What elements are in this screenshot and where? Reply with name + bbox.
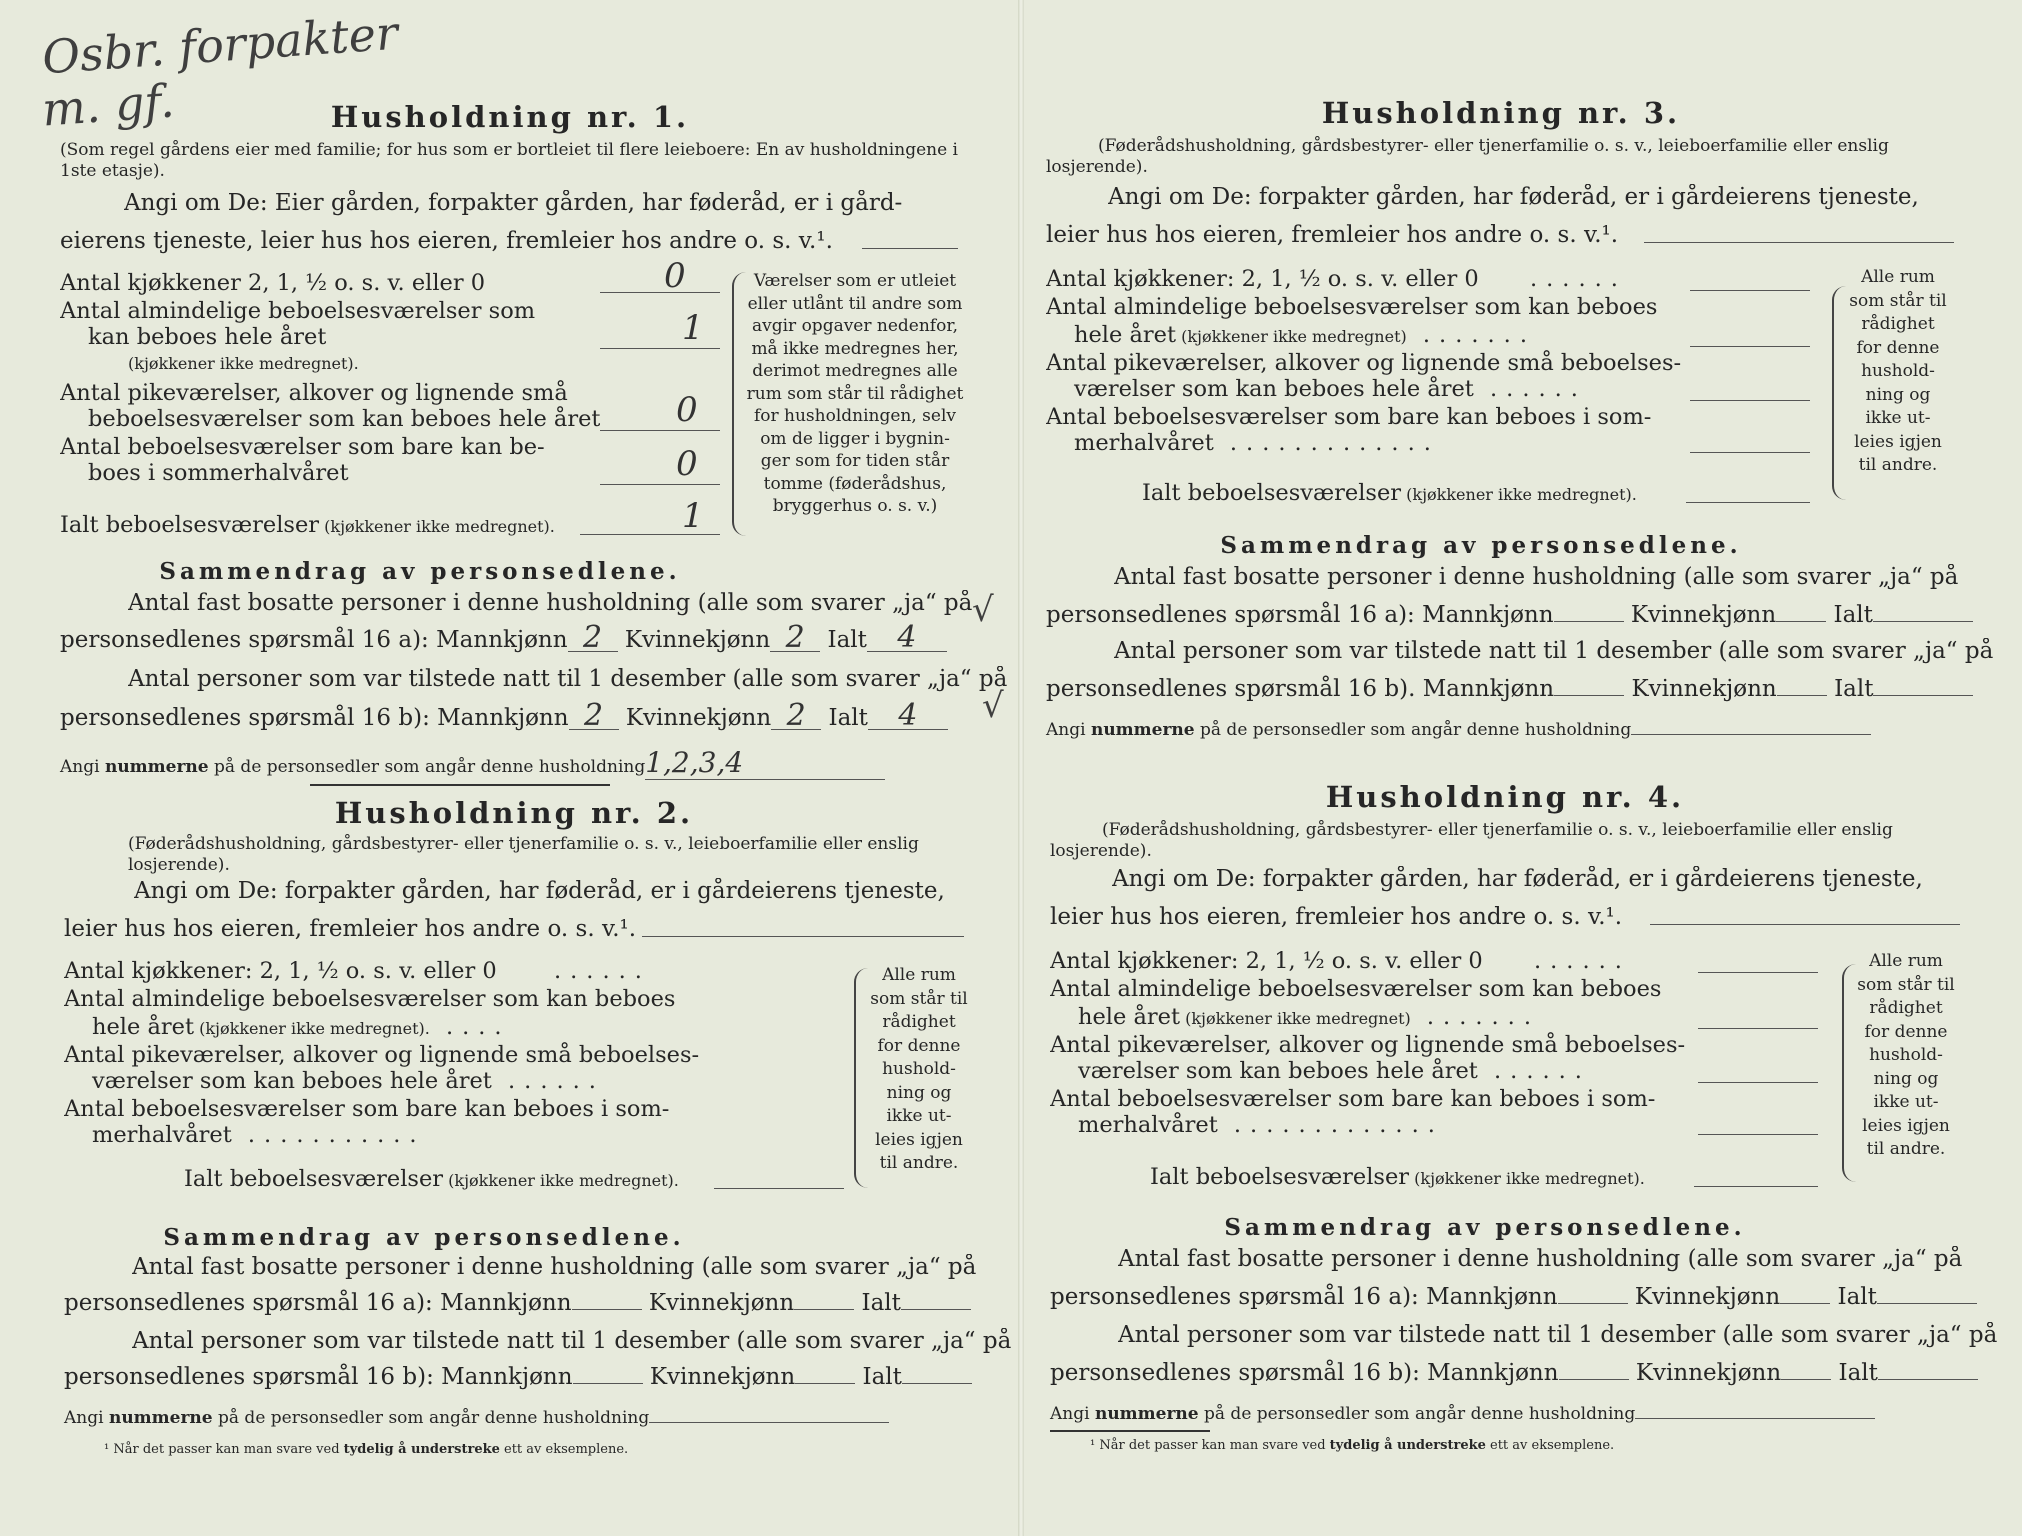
- household-2-kitchens-label: Antal kjøkkener: 2, 1, ½ o. s. v. eller 0: [64, 958, 497, 984]
- household-3-present-male-field[interactable]: [1554, 695, 1624, 696]
- household-3-kitchens-dots: ......: [1530, 266, 1627, 292]
- household-1-summer-rooms-answer: 0: [676, 444, 698, 484]
- household-4-resident-label: personsedlenes spørsmål 16 a): Mannkjønn: [1050, 1284, 1558, 1310]
- household-2-resident-row: [64, 1290, 971, 1317]
- household-3-resident-male-field[interactable]: [1554, 621, 1624, 622]
- household-2-kitchens-dots: ......: [554, 958, 651, 984]
- household-3-resident-question: Antal fast bosatte personer i denne husholdning (alle som svarer „ja“ på: [1114, 564, 1959, 590]
- household-4-note-line: ning og: [1873, 1068, 1939, 1089]
- household-3-kitchens-label: Antal kjøkkener: 2, 1, ½ o. s. v. eller 0: [1046, 266, 1479, 292]
- household-1-note-line: rum som står til rådighet: [746, 383, 964, 404]
- checkmark-2-icon: √: [982, 686, 1004, 726]
- footnote-left: [104, 1442, 628, 1457]
- household-1-total-rooms-answer: 1: [682, 496, 704, 536]
- household-1-maid-rooms-label-1: Antal pikeværelser, alkover og lignende små: [60, 380, 568, 406]
- household-3-note-line: ning og: [1865, 384, 1931, 405]
- household-2-rooms-note: [864, 964, 974, 1176]
- household-3-total-rooms-label: Ialt beboelsesværelser: [1142, 480, 1402, 506]
- household-1-rooms-label-1: Antal almindelige beboelsesværelser som: [60, 298, 536, 324]
- household-3-maid-rooms-row-2: værelser som kan beboes hele året ......: [1074, 376, 1587, 402]
- footnote-right: [1090, 1438, 1614, 1453]
- household-4-maid-rooms-label-2: værelser som kan beboes hele året: [1078, 1058, 1478, 1084]
- household-1-note-line: avgir opgaver nedenfor,: [751, 316, 958, 336]
- household-1-resident-question: Antal fast bosatte personer i denne husholdning (alle som svarer „ja“ på: [128, 590, 973, 616]
- household-1-note-line: derimot medregnes alle: [752, 361, 958, 381]
- handwritten-note-occupation: Osbr. forpakter: [40, 5, 400, 85]
- household-2-total-rooms-label: Ialt beboelsesværelser: [184, 1166, 444, 1192]
- household-4-resident-row: [1050, 1284, 1977, 1311]
- household-2-numbers-label-a: Angi: [64, 1408, 104, 1428]
- household-4-present-row: [1050, 1360, 1978, 1387]
- footnote-right-b: tydelig å understreke: [1329, 1438, 1486, 1453]
- household-3-rooms-label-1: Antal almindelige beboelsesværelser som kan beboes: [1046, 294, 1658, 320]
- household-1-present-female: 2: [771, 702, 821, 730]
- household-3-summary-title: Sammendrag av personsedlene.: [1220, 532, 1742, 559]
- household-2-numbers-field[interactable]: [649, 1422, 889, 1423]
- household-4-present-male-field[interactable]: [1559, 1379, 1629, 1380]
- household-4-kitchens-label: Antal kjøkkener: 2, 1, ½ o. s. v. eller 0: [1050, 948, 1483, 974]
- household-3-numbers-label-c: på de personsedler som angår denne husholdning: [1200, 720, 1632, 740]
- household-2-total-rooms-row: [184, 1166, 679, 1193]
- household-3-total-rooms-note: (kjøkkener ikke medregnet).: [1406, 485, 1637, 504]
- household-4-present-question: Antal personer som var tilstede natt til 1 desember (alle som svarer „ja“ på: [1118, 1322, 1998, 1348]
- household-2-rooms-label-3: (kjøkkener ikke medregnet).: [199, 1019, 430, 1038]
- household-2-rooms-row-2: hele året (kjøkkener ikke medregnet). ....: [92, 1014, 511, 1040]
- household-2-resident-total-label: Ialt: [861, 1290, 901, 1316]
- household-1-maid-rooms-line: [600, 430, 720, 431]
- household-4-present-total-field[interactable]: [1878, 1379, 1978, 1380]
- household-4-summer-rooms-label-1: Antal beboelsesværelser som bare kan beboes i som-: [1050, 1086, 1656, 1112]
- household-2-note-line: til andre.: [879, 1153, 959, 1173]
- household-2-status-answer-line: [642, 936, 964, 937]
- household-2-resident-total-field[interactable]: [901, 1309, 971, 1310]
- household-4-note-line: Alle rum: [1869, 951, 1943, 971]
- household-3-summer-rooms-row-2: merhalvåret .............: [1074, 430, 1440, 456]
- household-1-total-rooms-note: (kjøkkener ikke medregnet).: [324, 517, 555, 536]
- household-2-numbers-label-c: på de personsedler som angår denne husholdning: [218, 1408, 650, 1428]
- household-1-intro: (Som regel gårdens eier med familie; for hus som er bortleiet til flere leieboere: En av husholdningene i 1ste etasje).: [60, 140, 958, 181]
- checkmark-1-icon: √: [972, 590, 994, 630]
- household-2-note-line: ikke ut-: [886, 1106, 952, 1126]
- household-2-present-row: [64, 1364, 972, 1391]
- household-3-note-line: til andre.: [1858, 455, 1938, 475]
- household-1-resident-female-label: Kvinnekjønn: [624, 627, 771, 653]
- household-3-maid-rooms-label-2: værelser som kan beboes hele året: [1074, 376, 1474, 402]
- household-1-total-rooms-row: [60, 512, 555, 539]
- footnote-right-c: ett av eksemplene.: [1490, 1438, 1615, 1453]
- household-2-present-total-field[interactable]: [902, 1383, 972, 1384]
- household-3-total-rooms-row: [1142, 480, 1637, 507]
- household-1-present-total: 4: [868, 702, 948, 730]
- household-3-maid-rooms-line: [1690, 400, 1810, 401]
- household-3-question-line1: Angi om De: forpakter gården, har føderåd, er i gårdeierens tjeneste,: [1108, 184, 1919, 210]
- household-4-summer-rooms-row-2: merhalvåret .............: [1078, 1112, 1444, 1138]
- household-3-note-line: for denne: [1856, 337, 1940, 358]
- household-1-summer-rooms-label-1: Antal beboelsesværelser som bare kan be-: [60, 434, 545, 460]
- household-1-note-line: eller utlånt til andre som: [747, 293, 963, 314]
- household-4-rooms-note: [1850, 950, 1962, 1162]
- household-4-resident-male-field[interactable]: [1558, 1303, 1628, 1304]
- household-3-resident-label: personsedlenes spørsmål 16 a): Mannkjønn: [1046, 602, 1554, 628]
- household-1-note-line: tomme (føderådshus,: [763, 473, 947, 494]
- household-3-resident-total-label: Ialt: [1833, 602, 1873, 628]
- household-2-note-line: hushold-: [882, 1059, 956, 1079]
- household-1-resident-total-label: Ialt: [827, 627, 867, 653]
- household-4-note-line: som står til: [1857, 974, 1955, 995]
- household-4-summary-title: Sammendrag av personsedlene.: [1224, 1214, 1746, 1241]
- footnote-left-b: tydelig å understreke: [343, 1442, 500, 1457]
- household-2-note-line: rådighet: [882, 1012, 956, 1032]
- household-4-intro: (Føderådshusholdning, gårdsbestyrer- eller tjenerfamilie o. s. v., leieboerfamilie eller enslig losjerende).: [1050, 820, 1893, 861]
- household-3-title: Husholdning nr. 3.: [1321, 96, 1681, 130]
- household-4-numbers-row: [1050, 1404, 1875, 1424]
- household-1-note-line: bryggerhus o. s. v.): [772, 496, 938, 516]
- household-1-resident-label: personsedlenes spørsmål 16 a): Mannkjønn: [60, 627, 568, 653]
- household-2-summary-title: Sammendrag av personsedlene.: [163, 1224, 685, 1251]
- household-2-total-rooms-line: [714, 1188, 844, 1189]
- household-4-total-rooms-line: [1694, 1186, 1818, 1187]
- household-1-resident-male: 2: [568, 624, 618, 652]
- household-3-note-line: som står til: [1849, 290, 1947, 311]
- household-2-note-line: leies igjen: [875, 1129, 963, 1150]
- household-2-maid-rooms-row-2: værelser som kan beboes hele året ......: [92, 1068, 605, 1094]
- household-4-note-line: hushold-: [1869, 1045, 1943, 1065]
- household-1-maid-rooms-label-2: beboelsesværelser som kan beboes hele året: [88, 406, 601, 432]
- household-2-present-female-label: Kvinnekjønn: [649, 1364, 796, 1390]
- household-1-numbers-label-c: på de personsedler som angår denne husholdning: [214, 757, 646, 777]
- household-4-numbers-label-a: Angi: [1050, 1404, 1090, 1424]
- household-2-rooms-label-1: Antal almindelige beboelsesværelser som kan beboes: [64, 986, 676, 1012]
- household-3-rooms-row-2: hele året (kjøkkener ikke medregnet) .......: [1074, 322, 1536, 348]
- household-4-kitchens-line: [1698, 972, 1818, 973]
- household-1-maid-rooms-answer: 0: [676, 390, 698, 430]
- household-1-note-line: Værelser som er utleiet: [753, 271, 957, 291]
- household-2-note-line: for denne: [877, 1035, 961, 1056]
- household-1-rooms-label-3: (kjøkkener ikke medregnet).: [128, 354, 359, 373]
- household-4-present-label: personsedlenes spørsmål 16 b): Mannkjønn: [1050, 1360, 1559, 1386]
- household-3-resident-female-label: Kvinnekjønn: [1630, 602, 1777, 628]
- household-1-numbers-row: [60, 746, 885, 780]
- household-2-note-line: Alle rum: [882, 965, 956, 985]
- household-3-present-female-field[interactable]: [1777, 695, 1827, 696]
- household-3-resident-row: [1046, 602, 1973, 629]
- household-2-question-line1: Angi om De: forpakter gården, har føderåd, er i gårdeierens tjeneste,: [134, 878, 945, 904]
- household-3-maid-rooms-label-1: Antal pikeværelser, alkover og lignende små beboelses-: [1046, 350, 1682, 376]
- page-fold: [1018, 0, 1024, 1536]
- household-4-summer-rooms-label-2: merhalvåret: [1078, 1112, 1218, 1138]
- household-1-present-total-label: Ialt: [828, 705, 868, 731]
- household-3-present-total-label: Ialt: [1834, 676, 1874, 702]
- household-4-question-line1: Angi om De: forpakter gården, har føderåd, er i gårdeierens tjeneste,: [1112, 866, 1923, 892]
- household-1-numbers-answer: 1,2,3,4: [645, 746, 885, 780]
- household-4-rooms-label-2: hele året: [1078, 1004, 1180, 1030]
- household-3-numbers-field[interactable]: [1631, 734, 1871, 735]
- household-2-total-rooms-note: (kjøkkener ikke medregnet).: [448, 1171, 679, 1190]
- household-3-numbers-label-a: Angi: [1046, 720, 1086, 740]
- household-3-note-line: Alle rum: [1861, 267, 1935, 287]
- household-3-resident-female-field[interactable]: [1776, 621, 1826, 622]
- household-1-summer-rooms-label-2: boes i sommerhalvåret: [88, 460, 349, 486]
- household-3-present-question: Antal personer som var tilstede natt til 1 desember (alle som svarer „ja“ på: [1114, 638, 1994, 664]
- household-1-rooms-line: [600, 348, 720, 349]
- household-1-present-label: personsedlenes spørsmål 16 b): Mannkjønn: [60, 705, 569, 731]
- household-4-note-line: for denne: [1864, 1021, 1948, 1042]
- handwritten-note-marital: m. gf.: [40, 73, 177, 137]
- household-2-numbers-label-b: nummerne: [108, 1408, 213, 1428]
- household-4-rooms-label-1: Antal almindelige beboelsesværelser som kan beboes: [1050, 976, 1662, 1002]
- household-3-summer-rooms-line: [1690, 452, 1810, 453]
- household-3-resident-total-field[interactable]: [1873, 621, 1973, 622]
- household-4-maid-rooms-row-2: værelser som kan beboes hele året ......: [1078, 1058, 1591, 1084]
- household-1-note-line: ger som for tiden står: [760, 451, 950, 471]
- household-4-title: Husholdning nr. 4.: [1325, 780, 1685, 814]
- footnote-left-c: ett av eksemplene.: [504, 1442, 629, 1457]
- household-2-summer-rooms-label-1: Antal beboelsesværelser som bare kan beboes i som-: [64, 1096, 670, 1122]
- household-4-rooms-line: [1698, 1028, 1818, 1029]
- household-4-present-female-label: Kvinnekjønn: [1635, 1360, 1782, 1386]
- household-4-question-line2: leier hus hos eieren, fremleier hos andre o. s. v.¹.: [1050, 904, 1623, 930]
- household-4-maid-rooms-line: [1698, 1082, 1818, 1083]
- household-1-summer-rooms-line: [600, 484, 720, 485]
- household-3-rooms-label-2: hele året: [1074, 322, 1176, 348]
- household-4-numbers-label-b: nummerne: [1094, 1404, 1199, 1424]
- household-1-present-row: [60, 698, 948, 733]
- household-1-present-question: Antal personer som var tilstede natt til 1 desember (alle som svarer „ja“ på: [128, 666, 1008, 692]
- household-1-kitchens-answer: 0: [664, 256, 686, 296]
- household-3-present-total-field[interactable]: [1873, 695, 1973, 696]
- household-2-present-label: personsedlenes spørsmål 16 b): Mannkjønn: [64, 1364, 573, 1390]
- household-2-resident-female-label: Kvinnekjønn: [648, 1290, 795, 1316]
- household-3-status-answer-line: [1644, 242, 1954, 243]
- footnote-left-a: ¹ Når det passer kan man svare ved: [104, 1442, 340, 1457]
- household-1-rooms-note: [730, 270, 980, 518]
- household-2-maid-rooms-label-2: værelser som kan beboes hele året: [92, 1068, 492, 1094]
- household-4-status-answer-line: [1650, 924, 1960, 925]
- household-3-summer-rooms-label-2: merhalvåret: [1074, 430, 1214, 456]
- household-1-note-line: for husholdningen, selv: [753, 406, 957, 426]
- household-1-kitchens-line: [600, 292, 720, 293]
- household-4-note-line: leies igjen: [1862, 1115, 1950, 1136]
- household-3-numbers-row: [1046, 720, 1871, 740]
- household-2-resident-label: personsedlenes spørsmål 16 a): Mannkjønn: [64, 1290, 572, 1316]
- household-2-present-total-label: Ialt: [862, 1364, 902, 1390]
- household-4-total-rooms-row: [1150, 1164, 1645, 1191]
- household-3-rooms-note: [1842, 266, 1954, 478]
- household-2-present-male-field[interactable]: [573, 1383, 643, 1384]
- household-3-numbers-label-b: nummerne: [1090, 720, 1195, 740]
- household-4-total-rooms-label: Ialt beboelsesværelser: [1150, 1164, 1410, 1190]
- household-3-intro: (Føderådshusholdning, gårdsbestyrer- eller tjenerfamilie o. s. v., leieboerfamilie eller enslig losjerende).: [1046, 136, 1889, 177]
- household-4-note-line: ikke ut-: [1873, 1092, 1939, 1112]
- footnote-separator: [1050, 1430, 1210, 1432]
- household-2-resident-female-field[interactable]: [794, 1309, 854, 1310]
- household-4-total-rooms-note: (kjøkkener ikke medregnet).: [1414, 1169, 1645, 1188]
- household-2-maid-rooms-label-1: Antal pikeværelser, alkover og lignende små beboelses-: [64, 1042, 700, 1068]
- household-2-note-line: som står til: [870, 988, 968, 1009]
- household-2-summer-rooms-row-2: merhalvåret ...........: [92, 1122, 426, 1148]
- household-3-note-line: rådighet: [1861, 314, 1935, 334]
- household-3-total-rooms-line: [1686, 502, 1810, 503]
- household-4-kitchens-dots: ......: [1534, 948, 1631, 974]
- household-2-intro: (Føderådshusholdning, gårdsbestyrer- eller tjenerfamilie o. s. v., leieboerfamilie eller enslig losjerende).: [128, 834, 919, 875]
- household-4-note-line: rådighet: [1869, 998, 1943, 1018]
- household-4-maid-rooms-label-1: Antal pikeværelser, alkover og lignende små beboelses-: [1050, 1032, 1686, 1058]
- household-3-rooms-label-3: (kjøkkener ikke medregnet): [1181, 327, 1407, 346]
- household-2-title: Husholdning nr. 2.: [334, 796, 694, 830]
- household-1-numbers-label-b: nummerne: [104, 757, 209, 777]
- household-2-note-line: ning og: [886, 1082, 952, 1103]
- household-4-resident-question: Antal fast bosatte personer i denne husholdning (alle som svarer „ja“ på: [1118, 1246, 1963, 1272]
- household-2-question-line2: leier hus hos eieren, fremleier hos andre o. s. v.¹.: [64, 916, 637, 942]
- household-4-resident-total-field[interactable]: [1877, 1303, 1977, 1304]
- household-4-resident-total-label: Ialt: [1837, 1284, 1877, 1310]
- household-3-present-row: [1046, 676, 1973, 703]
- section-separator: [310, 784, 610, 786]
- household-1-summary-title: Sammendrag av personsedlene.: [159, 558, 681, 585]
- household-3-rooms-line: [1690, 346, 1810, 347]
- household-3-note-line: leies igjen: [1854, 431, 1942, 452]
- household-1-total-rooms-label: Ialt beboelsesværelser: [60, 512, 320, 538]
- household-2-present-question: Antal personer som var tilstede natt til 1 desember (alle som svarer „ja“ på: [132, 1328, 1012, 1354]
- household-3-kitchens-line: [1690, 290, 1810, 291]
- household-1-status-answer-line: [862, 248, 958, 249]
- household-4-numbers-field[interactable]: [1635, 1418, 1875, 1419]
- household-4-present-total-label: Ialt: [1838, 1360, 1878, 1386]
- household-1-rooms-label-2: kan beboes hele året: [88, 324, 327, 350]
- household-4-note-line: til andre.: [1866, 1139, 1946, 1159]
- household-4-present-female-field[interactable]: [1781, 1379, 1831, 1380]
- household-3-note-line: hushold-: [1861, 361, 1935, 381]
- household-3-present-label: personsedlenes spørsmål 16 b). Mannkjønn: [1046, 676, 1555, 702]
- household-1-present-male: 2: [569, 702, 619, 730]
- household-1-resident-female: 2: [770, 624, 820, 652]
- household-1-question-line2: eierens tjeneste, leier hus hos eieren, fremleier hos andre o. s. v.¹.: [60, 228, 833, 254]
- household-4-resident-female-label: Kvinnekjønn: [1634, 1284, 1781, 1310]
- household-1-title: Husholdning nr. 1.: [330, 100, 690, 134]
- household-3-present-female-label: Kvinnekjønn: [1631, 676, 1777, 702]
- household-2-summer-rooms-label-2: merhalvåret: [92, 1122, 232, 1148]
- household-3-question-line2: leier hus hos eieren, fremleier hos andre o. s. v.¹.: [1046, 222, 1619, 248]
- household-2-numbers-row: [64, 1408, 889, 1428]
- household-1-present-female-label: Kvinnekjønn: [625, 705, 772, 731]
- household-1-note-line: om de ligger i bygnin-: [760, 428, 950, 449]
- household-3-note-line: ikke ut-: [1865, 408, 1931, 428]
- household-4-summer-rooms-line: [1698, 1134, 1818, 1135]
- footnote-right-a: ¹ Når det passer kan man svare ved: [1090, 1438, 1326, 1453]
- household-2-present-female-field[interactable]: [795, 1383, 855, 1384]
- household-3-summer-rooms-label-1: Antal beboelsesværelser som bare kan beboes i som-: [1046, 404, 1652, 430]
- household-1-numbers-label-a: Angi: [60, 757, 100, 777]
- household-2-rooms-label-2: hele året: [92, 1014, 194, 1040]
- household-4-numbers-label-c: på de personsedler som angår denne husholdning: [1204, 1404, 1636, 1424]
- household-1-note-line: må ikke medregnes her,: [751, 338, 959, 359]
- household-2-resident-male-field[interactable]: [572, 1309, 642, 1310]
- household-1-kitchens-label: Antal kjøkkener 2, 1, ½ o. s. v. eller 0: [60, 270, 486, 296]
- household-1-question-line1: Angi om De: Eier gården, forpakter gården, har føderåd, er i gård-: [124, 190, 903, 216]
- household-2-resident-question: Antal fast bosatte personer i denne husholdning (alle som svarer „ja“ på: [132, 1254, 977, 1280]
- household-4-rooms-row-2: hele året (kjøkkener ikke medregnet) .......: [1078, 1004, 1540, 1030]
- household-4-resident-female-field[interactable]: [1780, 1303, 1830, 1304]
- household-4-rooms-label-3: (kjøkkener ikke medregnet): [1185, 1009, 1411, 1028]
- household-1-resident-total: 4: [867, 624, 947, 652]
- household-1-resident-row: [60, 620, 947, 655]
- household-1-rooms-answer: 1: [682, 308, 704, 348]
